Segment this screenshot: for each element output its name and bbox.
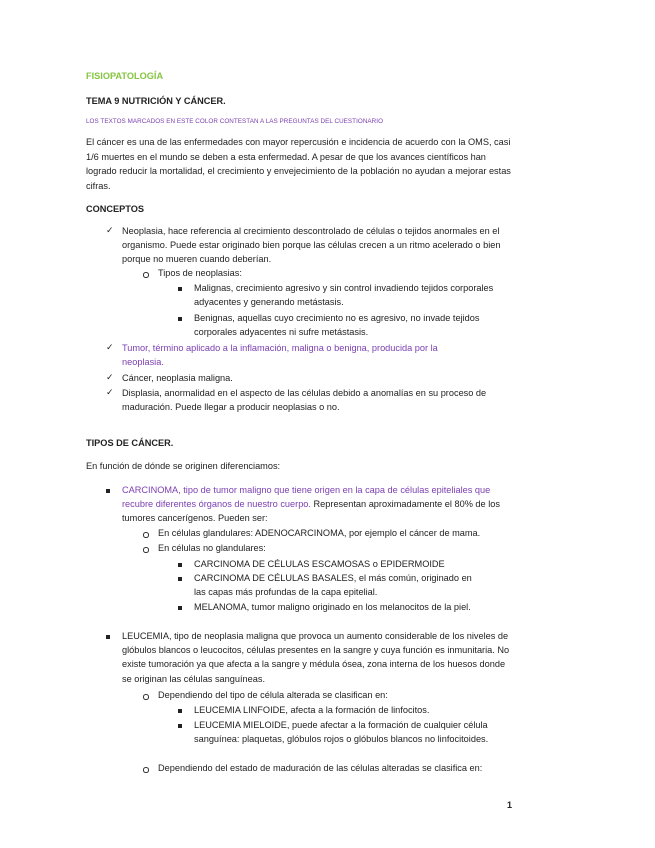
- carcinoma-rest: Representan aproximadamente el 80% de los tumores cancerígenos. Pueden ser:: [122, 499, 500, 524]
- carcinoma-paragraph: [122, 483, 515, 526]
- square-bullet-icon: [178, 606, 182, 610]
- circle-bullet-icon: [143, 547, 149, 553]
- neoplasia-definition: Neoplasia, hace referencia al crecimiento descontrolado de células o tejidos anormales en el organismo. Puede estar originado bien porque las células crecen a un ritmo acelerado o bien porque no mueren cuando deberían.: [122, 226, 501, 265]
- subject-label: FISIOPATOLOGÍA: [86, 71, 164, 81]
- tumor-definition: Tumor, término aplicado a la inflamación, maligna o benigna, producida por la neoplasia.: [122, 343, 438, 368]
- dep-tipo-item: Dependiendo del tipo de célula alterada se clasifican en:: [158, 690, 388, 700]
- linfoide-item: LEUCEMIA LINFOIDE, afecta a la formación de linfocitos.: [194, 705, 430, 715]
- check-icon: ✓: [106, 387, 114, 397]
- square-bullet-icon: [178, 317, 182, 321]
- square-bullet-icon: [178, 724, 182, 728]
- circle-bullet-icon: [143, 532, 149, 538]
- square-bullet-icon: [178, 563, 182, 567]
- square-bullet-icon: [106, 635, 110, 639]
- carcinoma-highlight: CARCINOMA, tipo de tumor maligno que tiene origen en la capa de células epiteliales que recubre diferentes órganos de nuestro cuerpo.: [122, 485, 491, 510]
- displasia-definition: Displasia, anormalidad en el aspecto de las células debido a anomalías en su proceso de maduración. Puede llegar a producir neoplasias o no.: [122, 388, 487, 413]
- escamosas-item: CARCINOMA DE CÉLULAS ESCAMOSAS o EPIDERMOIDE: [194, 559, 445, 569]
- page-title: TEMA 9 NUTRICIÓN Y CÁNCER.: [86, 96, 226, 106]
- malignas-item: Malignas, crecimiento agresivo y sin control invadiendo tejidos corporales adyacentes y generando metástasis.: [194, 283, 494, 308]
- dep-estado-item: Dependiendo del estado de maduración de las células alteradas se clasifica en:: [158, 763, 483, 773]
- page-number: 1: [507, 800, 513, 810]
- mieloide-item: LEUCEMIA MIELOIDE, puede afectar a la formación de cualquier célula sanguínea: plaquetas, glóbulos rojos o glóbulos blancos no linfocitoides.: [194, 720, 489, 745]
- conceptos-heading: CONCEPTOS: [86, 204, 145, 214]
- tipos-heading: TIPOS DE CÁNCER.: [86, 438, 174, 448]
- square-bullet-icon: [178, 287, 182, 291]
- basales-item: CARCINOMA DE CÉLULAS BASALES, el más común, originado en las capas más profundas de la capa epitelial.: [194, 573, 472, 598]
- check-icon: ✓: [106, 342, 114, 352]
- check-icon: ✓: [106, 372, 114, 382]
- circle-bullet-icon: [143, 694, 149, 700]
- intro-paragraph: El cáncer es una de las enfermedades con mayor repercusión e incidencia de acuerdo con la OMS, casi 1/6 muertes en el mundo se deben a esta enfermedad. A pesar de que los avances científicos han logrado reducir la mortalidad, el crecimiento y envejecimiento de la población no ayudan a mejorar estas cifras.: [86, 137, 511, 192]
- cancer-definition: Cáncer, neoplasia maligna.: [122, 373, 233, 383]
- melanoma-item: MELANOMA, tumor maligno originado en los melanocitos de la piel.: [194, 602, 471, 612]
- check-icon: ✓: [106, 225, 114, 235]
- circle-bullet-icon: [143, 272, 149, 278]
- benignas-item: Benignas, aquellas cuyo crecimiento no es agresivo, no invade tejidos corporales adyacentes ni sufre metástasis.: [194, 313, 480, 338]
- leucemia-paragraph: LEUCEMIA, tipo de neoplasia maligna que provoca un aumento considerable de los niveles de glóbulos blancos o leucocitos, células presentes en la sangre y cuya función es inmunitaria. No existe tumoración ya que afecta a la sangre y médula ósea, zona interna de los huesos donde se originan las células sanguíneas.: [122, 631, 510, 684]
- circle-bullet-icon: [143, 767, 149, 773]
- tipos-intro: En función de dónde se originen diferenciamos:: [86, 461, 281, 471]
- no-glandulares-item: En células no glandulares:: [158, 543, 266, 553]
- square-bullet-icon: [178, 709, 182, 713]
- square-bullet-icon: [106, 489, 110, 493]
- tipos-neoplasias-label: Tipos de neoplasias:: [158, 268, 242, 278]
- color-note: LOS TEXTOS MARCADOS EN ESTE COLOR CONTESTAN A LAS PREGUNTAS DEL CUESTIONARIO: [86, 118, 384, 125]
- square-bullet-icon: [178, 577, 182, 581]
- glandulares-item: En células glandulares: ADENOCARCINOMA, por ejemplo el cáncer de mama.: [158, 528, 481, 538]
